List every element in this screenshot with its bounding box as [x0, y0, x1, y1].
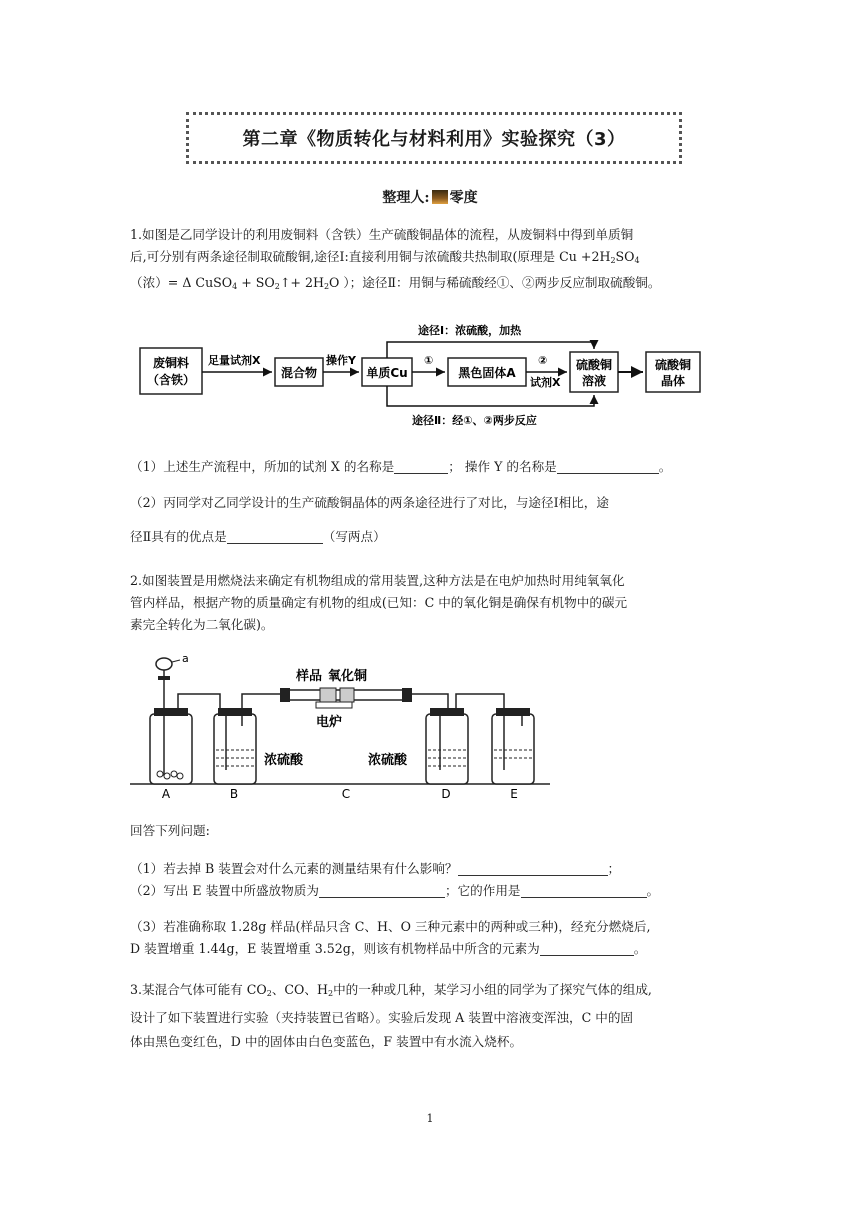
flow-box-scrap-line2: （含铁） — [146, 373, 196, 387]
letter-d: D — [441, 787, 451, 800]
flow-label-op: 操作Y — [326, 354, 356, 367]
q3-stem: 3.某混合气体可能有 $CO_2$、CO、$H_2$中的一种或几种，某学习小组的同学为了探究气体的组成, 设计了如下装置进行实验（夹持装置已省略）。实验后发现 A 装置中溶液变浑浊，C 中的固 体由黑色变红色，D 中的固体由白色变蓝色，F 装置中有水流入烧杯。 — [130, 982, 652, 1049]
q2-part1: （1）若去掉 B 装置会对什么元素的测量结果有什么影响？ ； — [130, 861, 621, 876]
label-sample: 样品 — [296, 669, 323, 684]
q1-stem-line1: 1.如图是乙同学设计的利用废铜料（含铁）生产硫酸铜晶体的流程，从废铜料中得到单质铜 — [130, 227, 634, 242]
flow-label-step1: ① — [424, 354, 434, 367]
flow-box-crystal-line1: 硫酸铜 — [654, 358, 692, 372]
author-logo-icon — [432, 190, 448, 204]
bottle-d — [426, 714, 468, 784]
flow-label-step2: ② — [538, 354, 548, 367]
author-line — [0, 187, 860, 207]
q2-answer-blank-2[interactable] — [319, 883, 445, 898]
q2-answer-blank-1[interactable] — [458, 861, 608, 876]
q1-answer-blank-1[interactable] — [394, 459, 448, 474]
q2-answer-blank-3[interactable] — [521, 883, 647, 898]
title-box — [186, 112, 682, 164]
q2-part3: （3）若准确称取 1.28g 样品(样品只含 C、H、O 三种元素中的两种或三种)，经充分燃烧后, D 装置增重 1.44g，E 装置增重 3.52g，则该有机物样品中所含的元素为 。 — [130, 919, 651, 956]
q1-part2: （2）丙同学对乙同学设计的生产硫酸铜晶体的两条途径进行了对比，与途径Ⅰ相比，途 径Ⅱ具有的优点是 （写两点） — [130, 495, 609, 544]
q1-answer-blank-3[interactable] — [227, 529, 323, 544]
flow-label-reagent: 足量试剂X — [208, 354, 261, 367]
letter-a: A — [161, 787, 171, 800]
q2-answer-blank-4[interactable] — [540, 941, 634, 956]
q1-stem-line2: 后,可分别有两条途径制取硫酸铜,途径Ⅰ:直接利用铜与浓硫酸共热制取(原理是 $Cu +2H_2SO_4$ — [130, 249, 640, 265]
label-acid-2: 浓硫酸 — [368, 753, 408, 768]
flow-box-cu-label: 单质Cu — [366, 366, 408, 380]
flow-box-scrap-line1: 废铜料 — [152, 356, 190, 370]
label-a: a — [182, 652, 189, 665]
flow-box-solution-line2: 溶液 — [581, 374, 607, 388]
flow-box-black-solid-label: 黑色固体A — [458, 366, 516, 380]
q1-answer-blank-2[interactable] — [557, 459, 659, 474]
page-number: 1 — [426, 1112, 434, 1125]
letter-c: C — [341, 787, 351, 800]
author-label: 整理人: — [382, 190, 430, 206]
flow-box-scrap — [140, 348, 202, 394]
label-furnace: 电炉 — [316, 715, 343, 730]
author-name: 零度 — [449, 190, 478, 206]
q2-stem: 2.如图装置是用燃烧法来确定有机物组成的常用装置,这种方法是在电炉加热时用纯氧氧化 管内样品，根据产物的质量确定有机物的组成(已知：C 中的氧化铜是确保有机物中的碳元 素完全转化为二氧化碳)。 — [130, 573, 628, 632]
letter-b: B — [229, 787, 239, 800]
label-acid-1: 浓硫酸 — [264, 753, 304, 768]
q1-flow-diagram — [130, 318, 730, 438]
q1-part1: （1）上述生产流程中，所加的试剂 X 的名称是 ； 操作 Y 的名称是 。 — [130, 459, 672, 474]
label-cuo: 氧化铜 — [328, 669, 368, 684]
bottle-b — [214, 714, 256, 784]
q2-answer-intro: 回答下列问题: — [130, 823, 210, 838]
q2-apparatus-diagram — [130, 650, 550, 800]
bottle-e — [492, 714, 534, 784]
flow-route2: 途径Ⅱ：经①、②两步反应 — [412, 414, 537, 427]
flow-box-crystal-line2: 晶体 — [660, 374, 686, 388]
flow-box-mixture-label: 混合物 — [280, 366, 318, 380]
flow-route1: 途径Ⅰ：浓硫酸，加热 — [418, 324, 522, 337]
q1-stem — [130, 224, 730, 298]
letter-e: E — [510, 787, 518, 800]
q2-part2: （2）写出 E 装置中所盛放物质为 ；它的作用是 。 — [130, 883, 660, 898]
flow-label-reagent2: 试剂X — [530, 376, 561, 389]
flow-box-solution-line1: 硫酸铜 — [575, 358, 613, 372]
page-title: 第二章《物质转化与材料利用》实验探究（3） — [242, 129, 626, 150]
q1-stem-line3: （浓）= Δ CuSO$_4$ + $SO_2↑+ 2H_2O$ ）；途径Ⅱ：用铜与稀硫酸经①、②两步反应制取硫酸铜。 — [130, 275, 661, 291]
